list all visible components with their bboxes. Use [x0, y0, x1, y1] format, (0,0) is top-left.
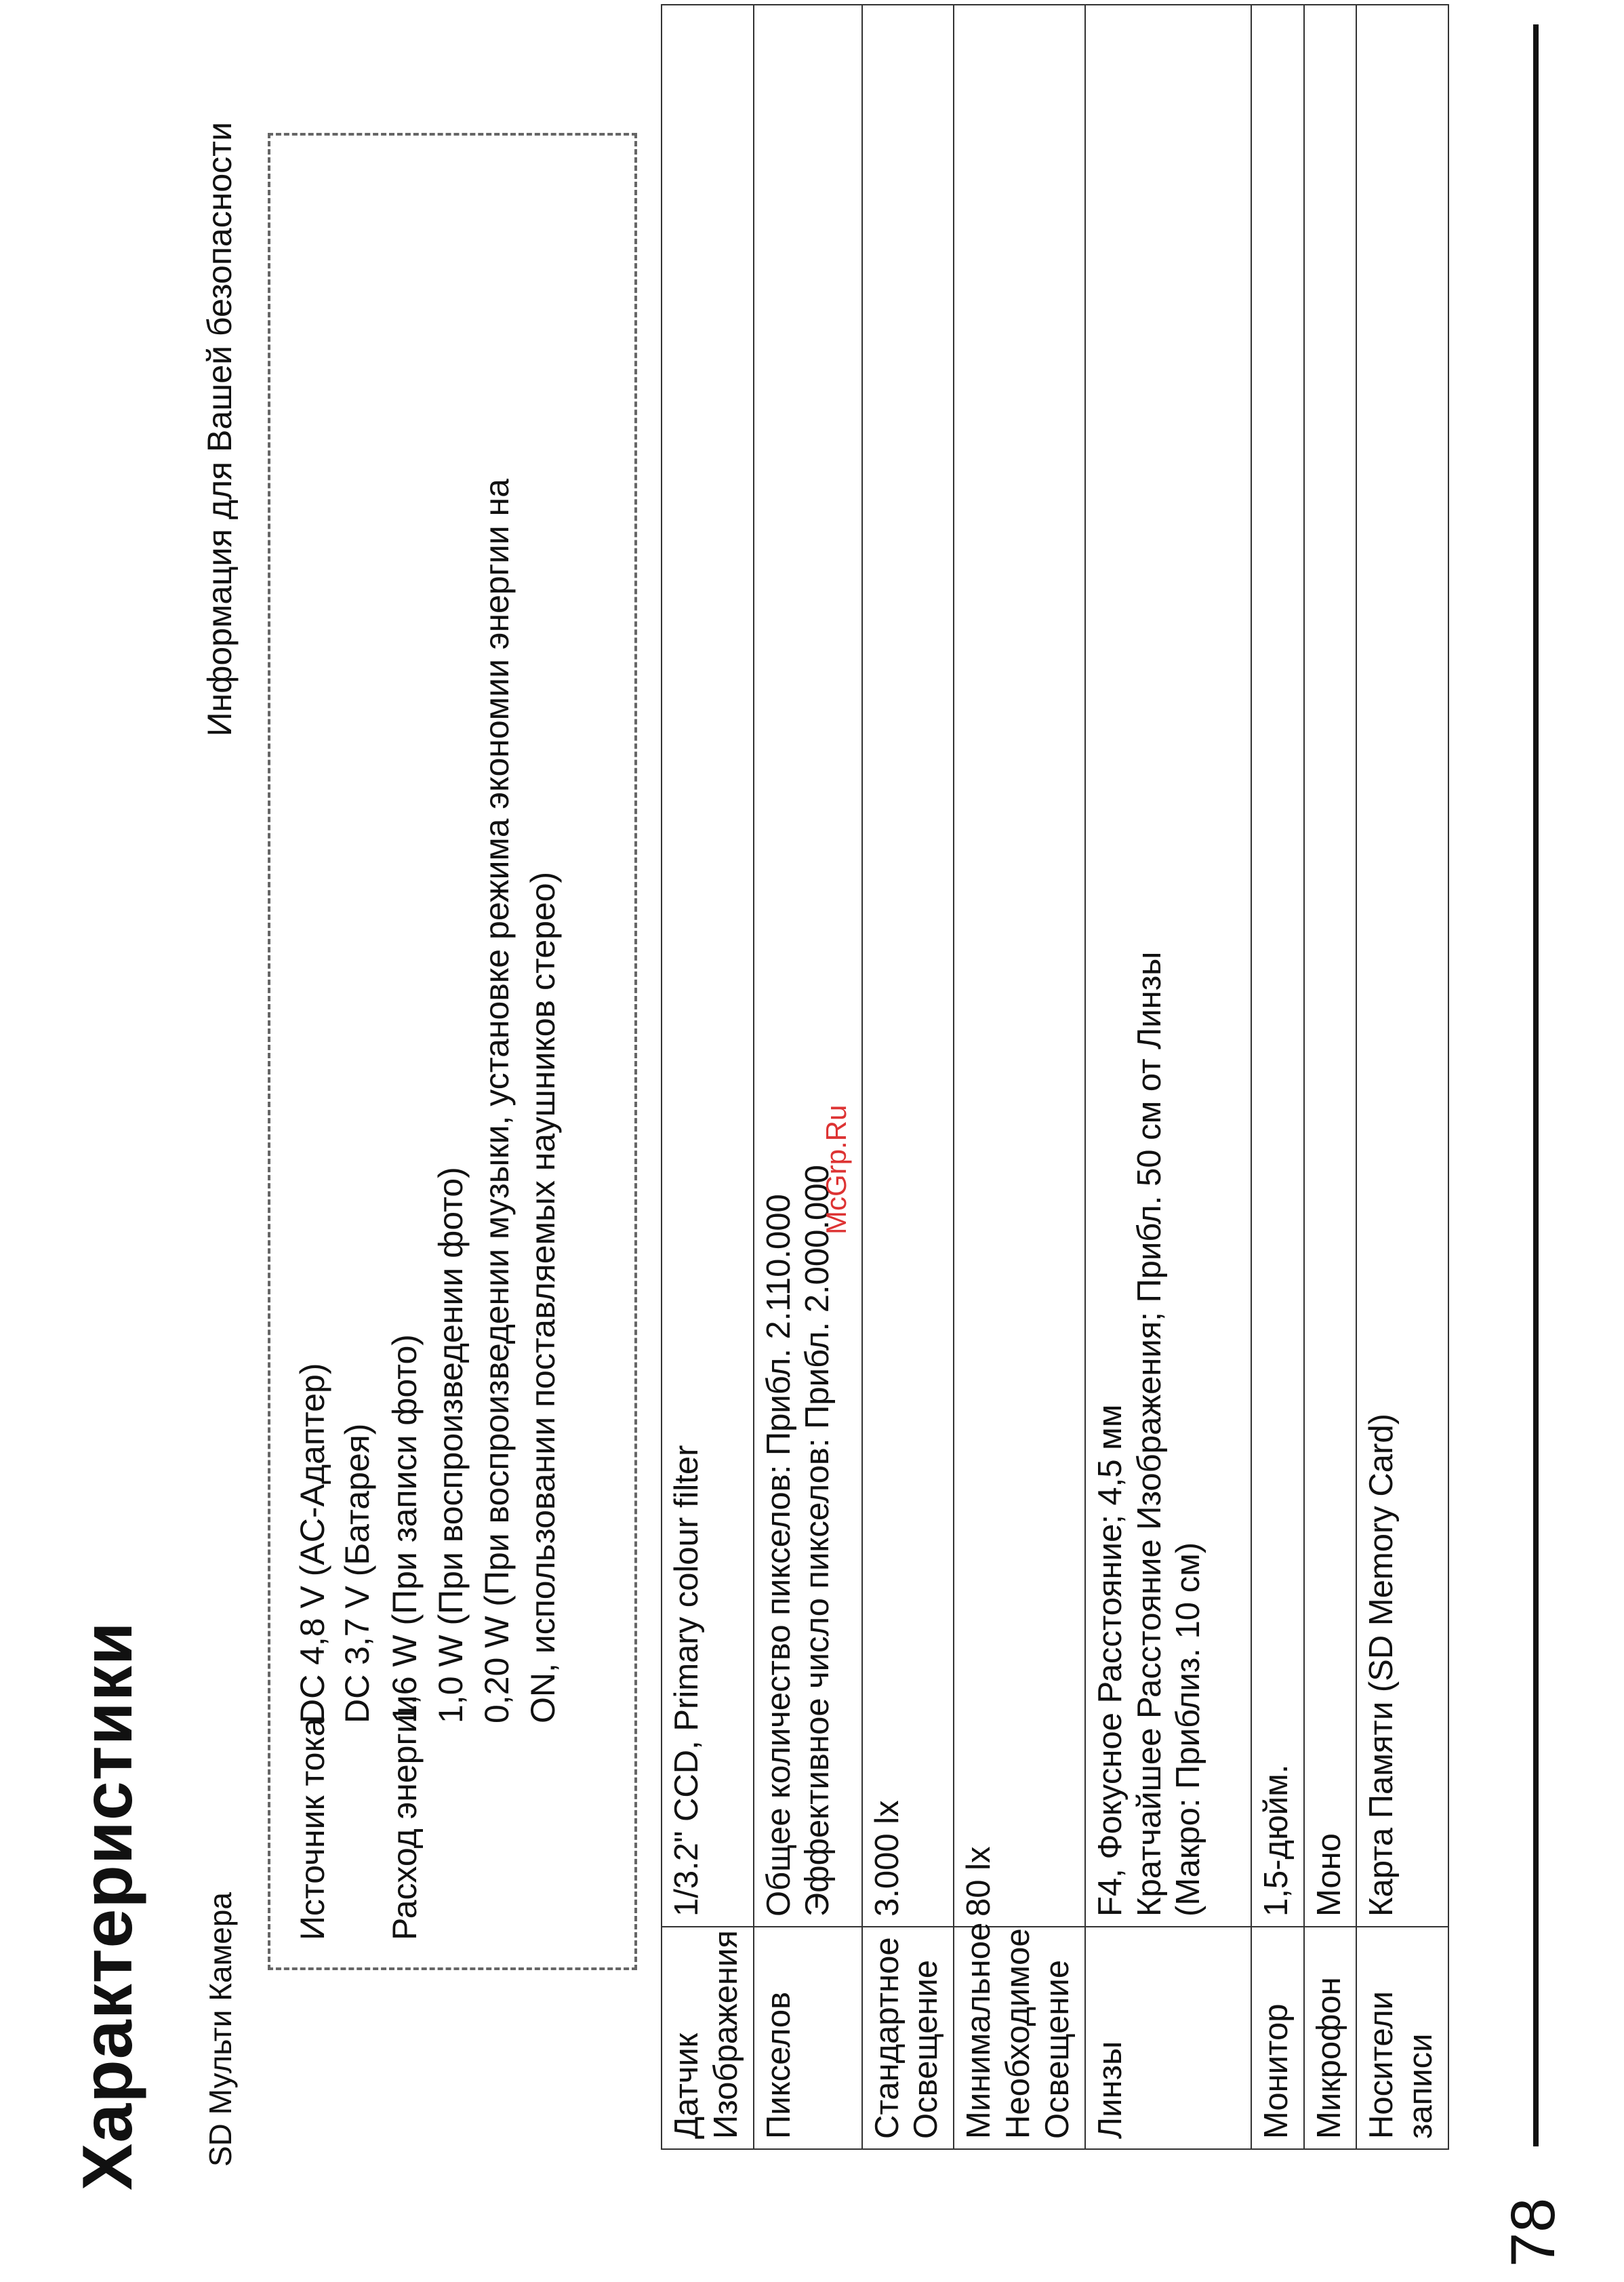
table-row	[1304, 5, 1357, 2149]
spec-label-line: Микрофон	[1310, 1977, 1347, 2139]
spec-label	[1356, 1927, 1448, 2149]
spec-value-line: Моно	[1310, 1833, 1347, 1917]
spec-label	[754, 1927, 862, 2149]
power-source-label: Источник тока	[293, 1717, 331, 1940]
consumption-value: 1,0 W (При воспроизведении фото)	[432, 1167, 470, 1723]
spec-label-line: Носители записи	[1363, 1991, 1440, 2139]
spec-value	[754, 5, 862, 1927]
watermark-text: McGrp.Ru	[820, 1104, 852, 1235]
spec-label-line: Пикселов	[760, 1991, 797, 2139]
table-row	[1251, 5, 1304, 2149]
table-row	[662, 5, 754, 2149]
power-source-value: DC 3,7 V (Батарея)	[338, 1423, 376, 1723]
spec-value	[1304, 5, 1357, 1927]
table-row	[754, 5, 862, 2149]
spec-value	[1251, 5, 1304, 1927]
spec-value-line: Карта Памяти (SD Memory Card)	[1363, 1414, 1400, 1917]
spec-label-line: Необходимое	[1000, 1928, 1037, 2139]
spec-label	[862, 1927, 954, 2149]
page-number: 78	[1499, 2197, 1568, 2267]
spec-value	[1356, 5, 1448, 1927]
spec-value-line: Эффективное число пикселов: Прибл. 2.000.000	[799, 1165, 836, 1917]
spec-value	[862, 5, 954, 1927]
spec-label-line: Стандартное Освещение	[868, 1937, 945, 2139]
spec-label	[662, 1927, 754, 2149]
table-row	[954, 5, 1084, 2149]
spec-value	[1085, 5, 1251, 1927]
spec-label-line: Минимальное	[960, 1922, 998, 2139]
spec-value	[954, 5, 1084, 1927]
specifications-table	[661, 4, 1449, 2150]
power-source-value: DC 4,8 V (AC-Адаптер)	[293, 1363, 331, 1723]
table-row	[1356, 5, 1448, 2149]
spec-label	[954, 1922, 1084, 2149]
spec-value-line: 1,5-дюйм.	[1257, 1764, 1295, 1917]
table-row	[862, 5, 954, 2149]
page-title: Характеристики	[68, 1621, 147, 2190]
spec-value-line: 1/3.2" CCD, Primary colour filter	[668, 1445, 705, 1917]
product-subtitle: SD Мульти Камера	[203, 1891, 238, 2167]
spec-value-line: Общее количество пикселов: Прибл. 2.110.000	[760, 1194, 797, 1917]
page-footer-rule	[1533, 24, 1539, 2146]
consumption-label: Расход энергии	[386, 1695, 424, 1940]
spec-label	[1304, 1927, 1357, 2149]
spec-label-line: Освещение	[1038, 1959, 1076, 2139]
spec-label	[1251, 1927, 1304, 2149]
spec-label-line: Датчик Изображения	[668, 1930, 744, 2139]
spec-label	[1085, 1927, 1251, 2149]
consumption-value: 1,6 W (При записи фото)	[386, 1334, 424, 1723]
spec-label-line: Монитор	[1257, 2003, 1295, 2139]
spec-value-line: 3.000 lx	[868, 1800, 906, 1917]
spec-value-line: (Макро: Приблиз. 10 см)	[1170, 1542, 1207, 1917]
table-row	[1085, 5, 1251, 2149]
consumption-value: ON, использовании поставляемых наушников стерео)	[524, 871, 562, 1723]
spec-value-line: Кратчайшее Расстояние Изображения; Прибл. 50 см от Линзы	[1131, 951, 1168, 1917]
spec-label-line: Линзы	[1091, 2041, 1129, 2139]
spec-value	[662, 5, 754, 1927]
spec-value-line: 80 lx	[960, 1846, 998, 1917]
spec-value-line: F4, Фокусное Расстояние; 4,5 мм	[1091, 1404, 1129, 1917]
section-header: Информация для Вашей безопасности	[201, 122, 239, 737]
safety-info-box	[268, 133, 637, 1970]
consumption-value: 0,20 W (При воспроизведении музыки, установке режима экономии энергии на	[478, 479, 516, 1723]
